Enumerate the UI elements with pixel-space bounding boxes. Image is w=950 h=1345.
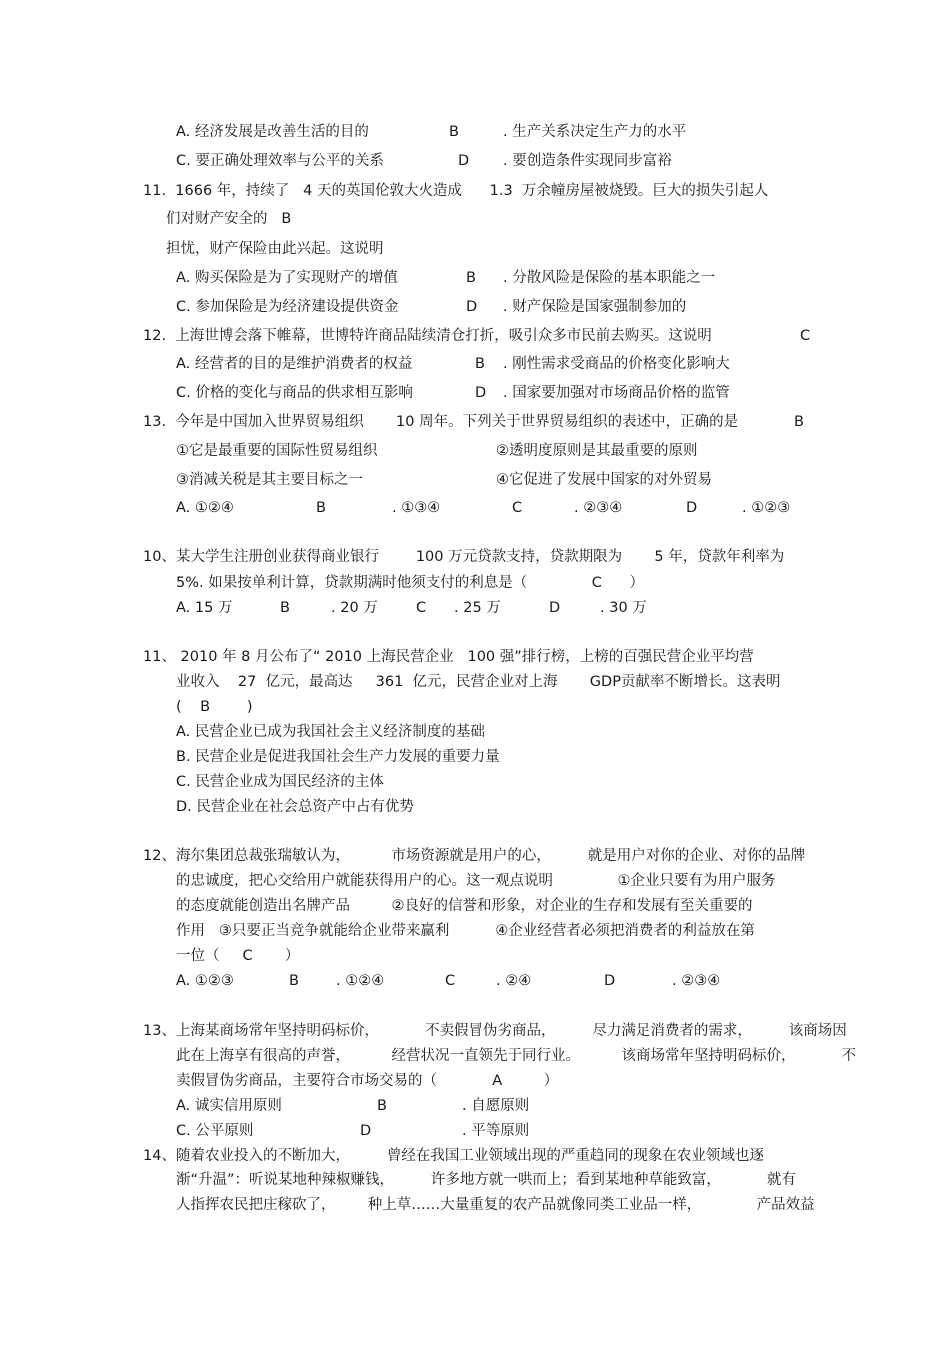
option-b: . 自愿原则 — [462, 1098, 530, 1114]
question-12b-line5: 一位（ C ） — [176, 948, 300, 964]
option-a: A. 民营企业已成为我国社会主义经济制度的基础 — [176, 724, 485, 740]
option-b: . ①②④ — [336, 973, 385, 989]
option-b: . 刚性需求受商品的价格变化影响大 — [503, 356, 730, 372]
question-12-stem: 12. 上海世博会落下帷幕，世博特许商品陆续清仓打折，吸引众多市民前去购买。这说明 — [143, 328, 712, 344]
question-12b-line4: 作用 ③只要正当竞争就能给企业带来赢利 ④企业经营者必须把消费者的利益放在第 — [176, 923, 755, 939]
option-c-letter: C — [512, 500, 523, 516]
option-a: A. 15 万 — [176, 600, 233, 616]
option-a: A. ①②④ — [176, 500, 234, 516]
question-12-answer: C — [800, 328, 811, 344]
option-b-letter: B — [316, 500, 326, 516]
option-d: . ①②③ — [742, 500, 791, 516]
option-d-letter: D — [475, 385, 487, 401]
option-c: C. 价格的变化与商品的供求相互影响 — [176, 385, 413, 401]
option-d-letter: D — [549, 600, 561, 616]
option-d-letter: D — [686, 500, 698, 516]
option-b-letter: B — [466, 270, 476, 286]
option-b: B. 民营企业是促进我国社会生产力发展的重要力量 — [176, 749, 500, 765]
question-13b-line3: 卖假冒伪劣商品，主要符合市场交易的（ A ） — [176, 1073, 559, 1089]
option-d: . 30 万 — [600, 600, 647, 616]
question-14-line3: 人指挥农民把庄稼砍了， 种上草……大量重复的农产品就像同类工业品一样， 产品效益 — [176, 1197, 815, 1213]
option-b-letter: B — [377, 1098, 387, 1114]
question-13b-line2: 此在上海享有很高的声誉， 经营状况一直领先于同行业。 该商场常年坚持明码标价， 不 — [176, 1048, 857, 1064]
option-c: C. 民营企业成为国民经济的主体 — [176, 774, 384, 790]
question-13b-line1: 13、上海某商场常年坚持明码标价， 不卖假冒伪劣商品， 尽力满足消费者的需求， 该商场因 — [143, 1023, 847, 1039]
option-a: A. 购买保险是为了实现财产的增值 — [176, 270, 398, 286]
option-c: . ②④ — [496, 973, 532, 989]
option-a: A. 经营者的目的是维护消费者的权益 — [176, 356, 413, 372]
option-a: A. 诚实信用原则 — [176, 1098, 282, 1114]
option-c-letter: C — [416, 600, 427, 616]
statement-1: ①它是最重要的国际性贸易组织 — [176, 443, 378, 459]
question-11b-answer: ( B ) — [176, 699, 253, 715]
option-b: . 20 万 — [331, 600, 378, 616]
option-a: A. ①②③ — [176, 973, 234, 989]
statement-3: ③消减关税是其主要目标之一 — [176, 472, 363, 488]
question-13-answer: B — [794, 414, 804, 430]
question-12b-line3: 的态度就能创造出名牌产品 ②良好的信誉和形象，对企业的生存和发展有至关重要的 — [176, 898, 753, 914]
question-10-line1: 10、某大学生注册创业获得商业银行 100 万元贷款支持，贷款期限为 5 年，贷款年利率为 — [143, 549, 785, 565]
option-b-letter: B — [449, 124, 459, 140]
question-11-line2: 们对财产安全的 B — [166, 211, 292, 227]
option-b: . 分散风险是保险的基本职能之一 — [503, 270, 716, 286]
question-12b-line1: 12、海尔集团总裁张瑞敏认为， 市场资源就是用户的心， 就是用户对你的企业、对你的品牌 — [143, 848, 806, 864]
question-11-line1: 11. 1666 年，持续了 4 天的英国伦敦大火造成 1.3 万余幢房屋被烧毁。巨大的损失引起人 — [143, 183, 769, 199]
option-b-letter: B — [280, 600, 290, 616]
question-13-stem: 13. 今年是中国加入世界贸易组织 10 周年。下列关于世界贸易组织的表述中，正确的是 — [143, 414, 739, 430]
option-a: A. 经济发展是改善生活的目的 — [176, 124, 369, 140]
question-14-line1: 14、随着农业投入的不断加大， 曾经在我国工业领域出现的严重趋同的现象在农业领域也逐 — [143, 1148, 764, 1164]
question-10-line2: 5%. 如果按单利计算，贷款期满时他须支付的利息是（ C ） — [176, 575, 645, 591]
option-d: . 国家要加强对市场商品价格的监管 — [503, 385, 730, 401]
option-d: . ②③④ — [672, 973, 721, 989]
option-d-letter: D — [360, 1123, 372, 1139]
option-d: . 平等原则 — [462, 1123, 530, 1139]
option-b: . ①③④ — [392, 500, 441, 516]
statement-2: ②透明度原则是其最重要的原则 — [496, 443, 698, 459]
question-12b-line2: 的忠诚度，把心交给用户就能获得用户的心。这一观点说明 ①企业只要有为用户服务 — [176, 873, 776, 889]
question-11b-line2: 业收入 27 亿元，最高达 361 亿元，民营企业对上海 GDP贡献率不断增长。这表明 — [176, 674, 781, 690]
option-d-letter: D — [458, 153, 470, 169]
option-c: . 25 万 — [454, 600, 501, 616]
option-b: . 生产关系决定生产力的水平 — [503, 124, 687, 140]
option-d: D. 民营企业在社会总资产中占有优势 — [176, 799, 414, 815]
option-b-letter: B — [475, 356, 485, 372]
option-b-letter: B — [289, 973, 299, 989]
option-d: . 财产保险是国家强制参加的 — [503, 299, 687, 315]
option-d: . 要创造条件实现同步富裕 — [503, 153, 672, 169]
option-d-letter: D — [604, 973, 616, 989]
option-c-letter: C — [445, 973, 456, 989]
question-11b-line1: 11、 2010 年 8 月公布了“ 2010 上海民营企业 100 强”排行榜，上榜的百强民营企业平均营 — [143, 649, 754, 665]
question-11-line3: 担忧，财产保险由此兴起。这说明 — [166, 241, 384, 257]
option-d-letter: D — [466, 299, 478, 315]
option-c: C. 公平原则 — [176, 1123, 254, 1139]
statement-4: ④它促进了发展中国家的对外贸易 — [496, 472, 712, 488]
option-c: . ②③④ — [574, 500, 623, 516]
option-c: C. 参加保险是为经济建设提供资金 — [176, 299, 399, 315]
option-c: C. 要正确处理效率与公平的关系 — [176, 153, 384, 169]
question-14-line2: 渐“升温”：听说某地种辣椒赚钱， 许多地方就一哄而上；看到某地种草能致富， 就有 — [176, 1172, 796, 1188]
